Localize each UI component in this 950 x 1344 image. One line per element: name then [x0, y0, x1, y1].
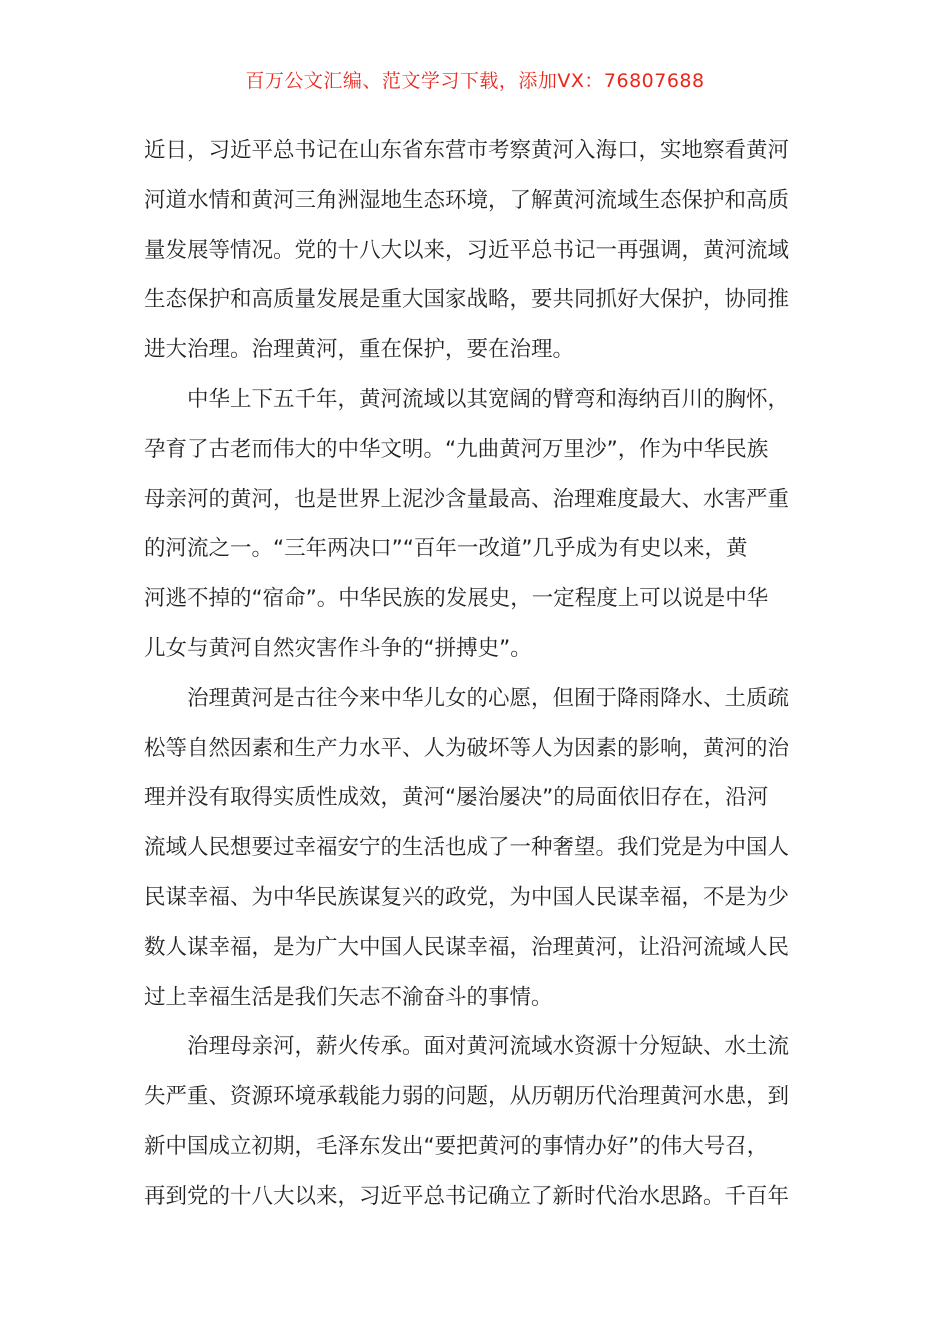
- text-line: 失严重、资源环境承载能力弱的问题，从历朝历代治理黄河水患，到: [144, 1084, 790, 1110]
- article-body: [144, 126, 792, 1222]
- text-line: 再到党的十八大以来，习近平总书记确立了新时代治水思路。千百年: [144, 1183, 790, 1209]
- paragraph-first-line: 治理黄河是古往今来中华儿女的心愿，但囿于降雨降水、土质疏: [187, 685, 790, 711]
- text-line: 儿女与黄河自然灾害作斗争的“拼搏史”。: [144, 635, 532, 661]
- text-line: 松等自然因素和生产力水平、人为破坏等人为因素的影响，黄河的治: [144, 735, 790, 761]
- text-line: 母亲河的黄河，也是世界上泥沙含量最高、治理难度最大、水害严重: [144, 486, 790, 512]
- text-line: 河道水情和黄河三角洲湿地生态环境，了解黄河流域生态保护和高质: [144, 187, 790, 213]
- text-line: 河逃不掉的“宿命”。中华民族的发展史，一定程度上可以说是中华: [144, 586, 769, 612]
- paragraph-first-line: 治理母亲河，薪火传承。面对黄河流域水资源十分短缺、水土流: [187, 1034, 790, 1060]
- text-line: 理并没有取得实质性成效，黄河“屡治屡决”的局面依旧存在，沿河: [144, 785, 769, 811]
- text-line: 孕育了古老而伟大的中华文明。“九曲黄河万里沙”，作为中华民族: [144, 436, 769, 462]
- text-line: 量发展等情况。党的十八大以来，习近平总书记一再强调，黄河流域: [144, 237, 790, 263]
- text-line: 过上幸福生活是我们矢志不渝奋斗的事情。: [144, 984, 553, 1010]
- text-line: 进大治理。治理黄河，重在保护，要在治理。: [144, 337, 575, 363]
- text-line: 生态保护和高质量发展是重大国家战略，要共同抓好大保护，协同推: [144, 287, 790, 313]
- text-line: 流域人民想要过幸福安宁的生活也成了一种奢望。我们党是为中国人: [144, 835, 790, 861]
- text-line: 新中国成立初期，毛泽东发出“要把黄河的事情办好”的伟大号召，: [144, 1133, 769, 1159]
- text-line: 数人谋幸福，是为广大中国人民谋幸福，治理黄河，让沿河流域人民: [144, 934, 790, 960]
- text-line: 近日，习近平总书记在山东省东营市考察黄河入海口，实地察看黄河: [144, 138, 790, 163]
- text-line: 民谋幸福、为中华民族谋复兴的政党，为中国人民谋幸福，不是为少: [144, 884, 790, 910]
- paragraph-first-line: 中华上下五千年，黄河流域以其宽阔的臂弯和海纳百川的胸怀，: [187, 386, 790, 412]
- text-line: 的河流之一。“三年两决口”“百年一改道”几乎成为有史以来，黄: [144, 536, 748, 562]
- watermark-header: 百万公文汇编、范文学习下载，添加VX：76807688: [245, 70, 705, 92]
